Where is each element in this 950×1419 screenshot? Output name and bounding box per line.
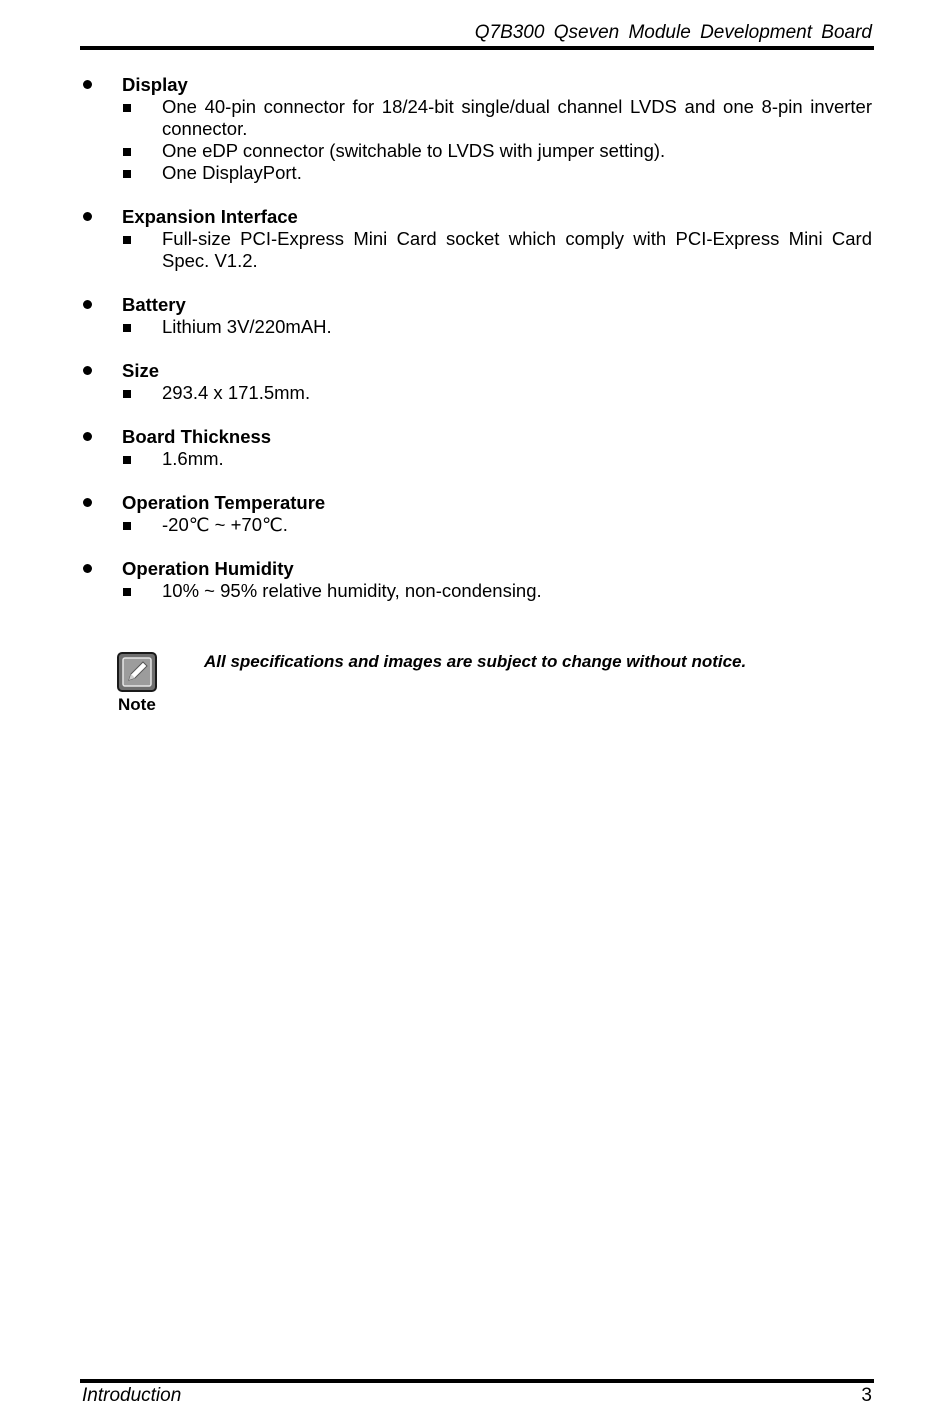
spec-item: 293.4 x 171.5mm. <box>80 382 874 404</box>
spec-section-battery <box>80 293 874 338</box>
note-box <box>80 650 874 720</box>
bullet-square-icon <box>123 390 131 398</box>
spec-item: Full-size PCI-Express Mini Card socket which comply with PCI-Express Mini Card Spec. V1.2. <box>80 228 874 272</box>
spec-section-display <box>80 73 874 184</box>
spec-item: Lithium 3V/220mAH. <box>80 316 874 338</box>
bullet-square-icon <box>123 324 131 332</box>
note-label: Note <box>118 695 156 714</box>
spec-item: 10% ~ 95% relative humidity, non-condensing. <box>80 580 874 602</box>
note-text: All specifications and images are subject to change without notice. <box>204 652 747 671</box>
footer-section-name: Introduction <box>82 1385 182 1406</box>
bullet-square-icon <box>123 170 131 178</box>
footer-rule <box>80 1379 874 1383</box>
spec-item: -20℃ ~ +70℃. <box>80 514 874 536</box>
spec-item: One eDP connector (switchable to LVDS with jumper setting). <box>80 140 874 162</box>
section-title: Operation Temperature <box>122 492 326 513</box>
document-title: Q7B300 Qseven Module Development Board <box>474 22 872 43</box>
spec-section-expansion-interface <box>80 205 874 272</box>
section-title: Battery <box>122 294 186 315</box>
bullet-dot-icon <box>83 80 92 89</box>
header-rule <box>80 46 874 50</box>
page-header <box>80 22 874 46</box>
spec-list <box>80 73 874 623</box>
bullet-square-icon <box>123 236 131 244</box>
section-title: Board Thickness <box>122 426 272 447</box>
bullet-dot-icon <box>83 498 92 507</box>
bullet-square-icon <box>123 522 131 530</box>
section-title: Operation Humidity <box>122 558 294 579</box>
spec-section-size <box>80 359 874 404</box>
spec-item: One DisplayPort. <box>80 162 874 184</box>
note-pencil-icon <box>117 652 157 692</box>
page-number: 3 <box>861 1385 872 1406</box>
bullet-square-icon <box>123 588 131 596</box>
bullet-square-icon <box>123 148 131 156</box>
bullet-dot-icon <box>83 300 92 309</box>
bullet-dot-icon <box>83 564 92 573</box>
bullet-dot-icon <box>83 212 92 221</box>
bullet-square-icon <box>123 456 131 464</box>
section-title: Size <box>122 360 160 381</box>
spec-item: 1.6mm. <box>80 448 874 470</box>
spec-section-operation-temperature <box>80 491 874 536</box>
spec-item: One 40-pin connector for 18/24-bit single/dual channel LVDS and one 8-pin inverter connector. <box>80 96 874 140</box>
bullet-dot-icon <box>83 366 92 375</box>
spec-section-operation-humidity <box>80 557 874 602</box>
bullet-square-icon <box>123 104 131 112</box>
section-title: Display <box>122 74 188 95</box>
spec-section-board-thickness <box>80 425 874 470</box>
bullet-dot-icon <box>83 432 92 441</box>
section-title: Expansion Interface <box>122 206 298 227</box>
